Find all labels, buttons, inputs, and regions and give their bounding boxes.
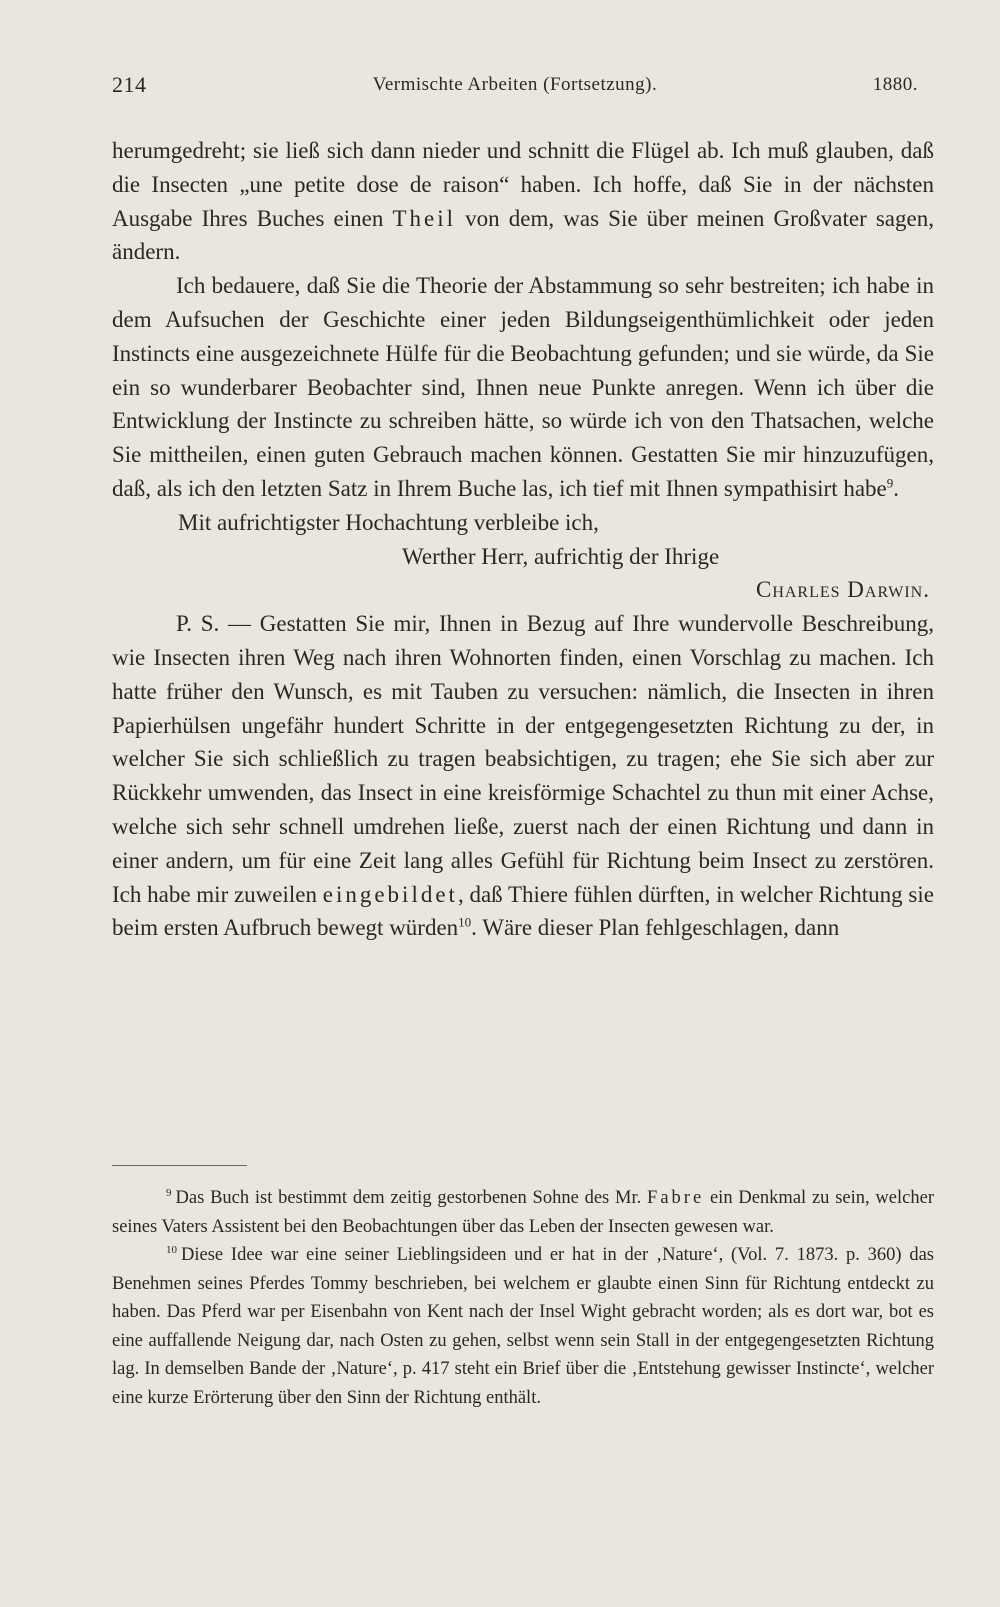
running-head-year: 1880.	[872, 74, 918, 95]
emphasis-spaced: eingebildet	[322, 881, 458, 907]
footnote-divider	[112, 1165, 247, 1166]
main-text	[112, 134, 934, 945]
paragraph-continued: herumgedreht; sie ließ sich dann nieder und schnitt die Flügel ab. Ich muß glauben, daß die Insecten „une petite dose de raison“ haben. Ich hoffe, daß Sie in der nächsten Ausgabe Ihres Buches einen Theil von dem, was Sie über meinen Großvater sagen, ändern.	[112, 138, 934, 265]
postscript: P. S. — Gestatten Sie mir, Ihnen in Bezug auf Ihre wundervolle Beschreibung, wie Insecten ihren Weg nach ihren Wohnorten finden, einen Vorschlag zu machen. Ich hatte früher den Wunsch, es mit Tauben zu versuchen: nämlich, die Insecten in ihren Papierhülsen ungefähr hundert Schritte in der entgegengesetzten Richtung zu der, in welcher Sie sich schließlich zu tragen beabsichtigen, zu tragen; ehe Sie sich aber zur Rückkehr umwenden, das Insect in eine kreisförmige Schachtel zu thun mit einer Achse, welche sich sehr schnell umdrehen ließe, zuerst nach der einen Richtung und dann in einer andern, um für eine Zeit lang alles Gefühl für Richtung beim Insect zu zerstören. Ich habe mir zuweilen eingebildet, daß Thiere fühlen dürften, in welcher Richtung sie beim ersten Aufbruch bewegt würden$^{10}$. Wäre dieser Plan fehlgeschlagen, dann	[112, 611, 934, 941]
footnote-9: $^9$ Das Buch ist bestimmt dem zeitig gestorbenen Sohne des Mr. Fabre ein Denkmal zu sein, welcher seines Vaters Assistent bei den Beobachtungen über das Leben der Insecten gewesen war.	[112, 1186, 934, 1237]
footnote-marker: 10	[166, 1243, 177, 1256]
emphasis-spaced: Fabre	[647, 1188, 705, 1208]
closing-line: Mit aufrichtigster Hochachtung verbleibe ich,	[178, 509, 599, 535]
running-head	[112, 72, 918, 102]
footnote-ref-10: 10	[458, 914, 472, 930]
emphasis-spaced: Theil	[392, 205, 457, 231]
footnote-10: $^{10}$ Diese Idee war eine seiner Lieblingsideen und er hat in der ‚Nature‘, (Vol. 7. 1873. p. 360) das Benehmen seines Pferdes Tommy beschrieben, bei welchem er glaubte einen Sinn für Richtung entdeckt zu haben. Das Pferd war per Eisenbahn von Kent nach der Insel Wight gebracht worden; als es dort war, bot es eine auffallende Neigung dar, nach Osten zu gehen, selbst wenn sein Stall in der entgegengesetzten Richtung lag. In demselben Bande der ‚Nature‘, p. 417 steht ein Brief über die ‚Entstehung gewisser Instincte‘, welcher eine kurze Erörterung über den Sinn der Richtung enthält.	[112, 1243, 934, 1408]
running-title: Vermischte Arbeiten (Fortsetzung).	[372, 74, 658, 95]
footnote-ref-9: 9	[886, 475, 894, 491]
page-number: 214	[112, 72, 147, 97]
signature: Charles Darwin.	[755, 577, 930, 603]
footnotes	[112, 1184, 934, 1412]
paragraph-theory: Ich bedauere, daß Sie die Theorie der Abstammung so sehr bestreiten; ich habe in dem Aufsuchen der Geschichte einer jeden Bildungseigenthümlichkeit oder jeden Instincts eine ausgezeichnete Hülfe für die Beobachtung gefunden; und sie würde, da Sie ein so wunderbarer Beobachter sind, Ihnen neue Punkte anregen. Wenn ich über die Entwicklung der Instincte zu schreiben hätte, so würde ich von den Thatsachen, welche Sie mittheilen, einen guten Gebrauch machen können. Gestatten Sie mir hinzuzufügen, daß, als ich den letzten Satz in Ihrem Buche las, ich tief mit Ihnen sympathisirt habe$^9$.	[112, 273, 934, 501]
footnote-marker: 9	[166, 1186, 172, 1199]
closing-salutation: Werther Herr, aufrichtig der Ihrige	[402, 543, 720, 569]
